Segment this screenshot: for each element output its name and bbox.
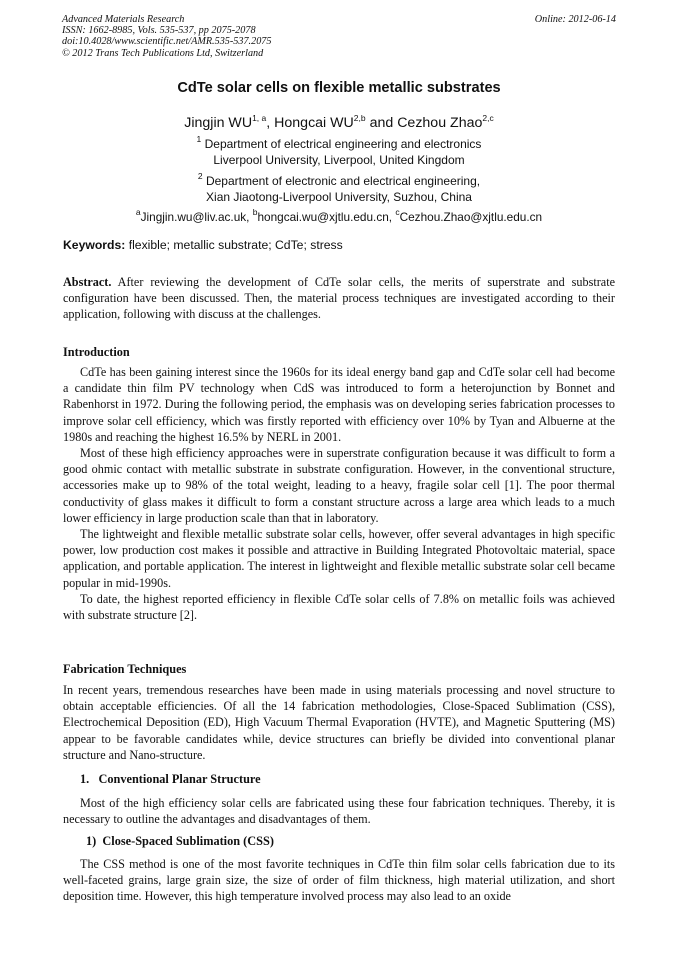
- keywords-text: flexible; metallic substrate; CdTe; stress: [125, 238, 343, 252]
- affiliation-marker: 2: [197, 171, 203, 181]
- journal-name: Advanced Materials Research: [62, 14, 185, 25]
- author-affiliation-marker: 1, a: [252, 113, 267, 123]
- section-heading-fabrication: Fabrication Techniques: [63, 662, 187, 676]
- paragraph: Most of the high efficiency solar cells are fabricated using these four fabrication techniques. Thereby, it is necessary to outline the advantages and disadvantages of them.: [63, 796, 615, 827]
- subsection-heading-css: [86, 834, 274, 849]
- affiliation-department: Department of electrical engineering and electronics: [201, 137, 482, 151]
- paragraph: Most of these high efficiency approaches were in superstrate configuration because it was difficult to form a good ohmic contact with metallic substrate in substrate configuration. However, in the conventional structure, accessories make up to 98% of the total weight, leading to a heavy, fragile solar cell [1]. The poor thermal conductivity of glass makes it difficult to form a constant structure across a large area which leads to a much lower efficiency in large production scale than that in laboratory.: [63, 446, 615, 525]
- affiliation-department: Department of electronic and electrical engineering,: [202, 174, 481, 188]
- abstract-text: After reviewing the development of CdTe solar cells, the merits of superstrate and substrate configuration have been discussed. Then, the material process techniques are investigated according to their application, following with discuss at the challenges.: [63, 275, 615, 322]
- introduction-body: [63, 364, 615, 623]
- copyright-line: © 2012 Trans Tech Publications Ltd, Switzerland: [62, 47, 264, 59]
- paragraph: The lightweight and flexible metallic substrate solar cells, however, offer several advantages in high specific power, low production cost makes it possible and attractive in Building Integrated Photovoltaic material, space application, and portable application. The interest in lightweight and flexible metallic substrate solar cell became popular in mid-1990s.: [63, 527, 615, 590]
- css-body: [63, 856, 615, 905]
- author-name: Hongcai WU: [274, 115, 354, 131]
- keywords: [63, 238, 343, 252]
- subsection-number: 1): [86, 834, 97, 848]
- author-separator: ,: [266, 115, 275, 131]
- paragraph: CdTe has been gaining interest since the 1960s for its ideal energy band gap and CdTe solar cell had become a candidate thin film PV technology when CdS was introduced to form a heterojunction by Bonnet and Rabenhorst in 1972. During the following period, the emphasis was on developing series fabrication processes to improve solar cell efficiency, which was firstly reported with efficiency over 10% by Tyan and Albuerne at the 1980s and reaching the highest 16.5% by NERL in 2001.: [63, 365, 615, 444]
- email-marker: c: [395, 207, 400, 217]
- issn-line: ISSN: 1662-8985, Vols. 535-537, pp 2075-2078: [62, 25, 256, 37]
- online-date: Online: 2012-06-14: [534, 14, 616, 25]
- subsection-number: 1.: [80, 772, 90, 786]
- author-list: [0, 115, 678, 131]
- doi-line: doi:10.4028/www.scientific.net/AMR.535-537.2075: [62, 36, 272, 48]
- author-affiliation-marker: 2,c: [482, 113, 494, 123]
- author-affiliation-marker: 2,b: [353, 113, 366, 123]
- affiliation-2: [0, 173, 678, 205]
- email-link[interactable]: Jingjin.wu@liv.ac.uk,: [140, 210, 253, 224]
- section-heading-introduction: Introduction: [63, 345, 130, 359]
- author-name: Cezhou Zhao: [397, 115, 483, 131]
- conventional-body: [63, 795, 615, 827]
- paragraph: The CSS method is one of the most favorite techniques in CdTe thin film solar cells fabrication due to its well-faceted grains, large grain size, the size of order of film thickness, high material utilization, and short deposition time. However, this high temperature involved process may also lead to an oxide: [63, 857, 615, 904]
- subsection-title: Conventional Planar Structure: [98, 772, 261, 786]
- email-marker: a: [135, 207, 141, 217]
- journal-header: [62, 14, 616, 59]
- fabrication-body: [63, 682, 615, 763]
- paragraph: In recent years, tremendous researches have been made in using materials processing and novel structure to obtain acceptable efficiencies. Of all the 14 fabrication methodologies, Close-Spaced Sublimation (CSS), Electrochemical Deposition (ED), High Vacuum Thermal Evaporation (HVTE), and Magnetic Sputtering (MS) appear to be favorable candidates while, device structures can briefly be divided into conventional planar structure and Nano-structure.: [63, 683, 615, 762]
- email-marker: b: [252, 207, 258, 217]
- abstract: [63, 274, 615, 323]
- keywords-label: Keywords:: [63, 238, 126, 252]
- affiliation-institution: Xian Jiaotong-Liverpool University, Suzhou, China: [206, 190, 472, 204]
- abstract-label: Abstract.: [63, 275, 112, 289]
- author-emails: [0, 207, 678, 224]
- author-separator: and: [365, 115, 398, 131]
- affiliation-1: [0, 136, 678, 168]
- subsection-title: Close-Spaced Sublimation (CSS): [102, 834, 274, 848]
- email-link[interactable]: hongcai.wu@xjtlu.edu.cn,: [257, 210, 396, 224]
- email-link[interactable]: Cezhou.Zhao@xjtlu.edu.cn: [399, 210, 543, 224]
- paper-title: CdTe solar cells on flexible metallic substrates: [177, 80, 501, 96]
- affiliation-marker: 1: [196, 134, 202, 144]
- subsection-heading-conventional: [80, 772, 261, 787]
- paragraph: To date, the highest reported efficiency in flexible CdTe solar cells of 7.8% on metallic foils was achieved with substrate structure [2].: [63, 591, 615, 623]
- author-name: Jingjin WU: [184, 115, 253, 131]
- affiliation-institution: Liverpool University, Liverpool, United Kingdom: [213, 153, 465, 167]
